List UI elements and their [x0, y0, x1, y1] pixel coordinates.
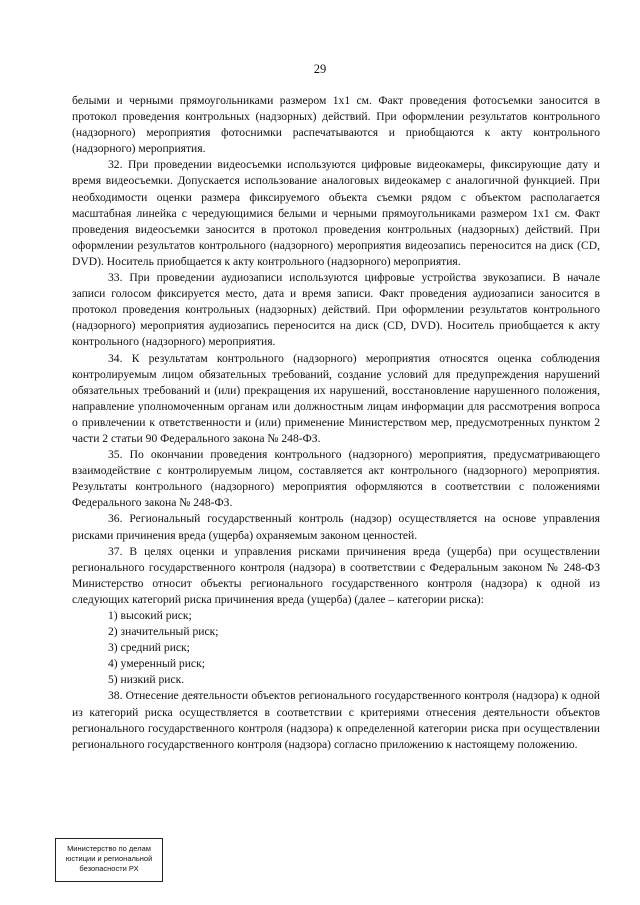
paragraph-36: 36. Региональный государственный контроль (надзор) осуществляется на основе управления рисками причинения вреда (ущерба) охраняемым законом ценностей. — [72, 512, 600, 542]
stamp-line-2: юстиции и региональной — [65, 854, 153, 863]
page-number: 29 — [313, 62, 327, 76]
stamp-line-3: безопасности РХ — [79, 864, 139, 873]
risk-list-item-high: 1) высокий риск; — [108, 609, 192, 622]
paragraph-35: 35. По окончании проведения контрольного (надзорного) мероприятия, предусматривающего взаимодействие с контролируемым лицом, составляется акт контрольного (надзорного) мероприятия. Результаты контрольного (надзорного) мероприятия оформляются в соответствии с положениями Федерального закона № 248-ФЗ. — [72, 448, 600, 510]
paragraph-33: 33. При проведении аудиозаписи используются цифровые устройства звукозаписи. В начале записи голосом фиксируется место, дата и время записи. Факт проведения аудиозаписи заносится в протокол проведения контрольных (надзорных) действий. При оформлении результатов контрольного (надзорного) мероприятия аудиозапись переносится на диск (CD, DVD). Носитель приобщается к акту контрольного (надзорного) мероприятия. — [72, 271, 600, 349]
paragraph-34: 34. К результатам контрольного (надзорного) мероприятия относятся оценка соблюдения контролируемым лицом обязательных требований, создание условий для предупреждения нарушений обязательных требований и (или) прекращения их нарушений, восстановление нарушенного положения, направление уполномоченным органам или должностным лицам информации для рассмотрения вопроса о привлечении к ответственности и (или) применение Министерством мер, предусмотренных пунктом 2 части 2 статьи 90 Федерального закона № 248-ФЗ. — [72, 351, 600, 445]
document-body — [72, 93, 600, 753]
risk-list-item-low: 5) низкий риск. — [108, 673, 185, 687]
paragraph-32: 32. При проведении видеосъемки используются цифровые видеокамеры, фиксирующие дату и время видеосъемки. Допускается использование аналоговых видеокамер с аналогичной функцией. При необходимости оценки размера фиксируемого объекта съемки рядом с объектом располагается масштабная линейка с чередующимися белыми и черными прямоугольниками размером 1x1 см. Факт проведения видеосъемки заносится в протокол проведения контрольных (надзорных) действий. При оформлении результатов контрольного (надзорного) мероприятия видеозапись переносится на диск (CD, DVD). Носитель приобщается к акту контрольного (надзорного) мероприятия. — [72, 158, 600, 268]
paragraph-37: 37. В целях оценки и управления рисками причинения вреда (ущерба) при осуществлении регионального государственного контроля (надзора) в соответствии с Федеральным законом № 248-ФЗ Министерство относит объекты регионального государственного контроля (надзора) к одной из следующих категорий риска причинения вреда (ущерба) (далее – категории риска): — [72, 544, 600, 606]
ministry-stamp — [55, 838, 163, 882]
risk-list-item-moderate: 4) умеренный риск; — [108, 657, 205, 671]
risk-list-item-medium: 3) средний риск; — [108, 641, 190, 655]
risk-list-item-significant: 2) значительный риск; — [108, 625, 219, 639]
paragraph-31-continuation: белыми и черными прямоугольниками размером 1x1 см. Факт проведения фотосъемки заносится в протокол проведения контрольных (надзорных) действий. При оформлении результатов контрольного (надзорного) мероприятия фотоснимки распечатываются и приобщаются к акту контрольного (надзорного) мероприятия. — [72, 94, 600, 156]
stamp-line-1: Министерство по делам — [67, 844, 151, 853]
paragraph-38: 38. Отнесение деятельности объектов регионального государственного контроля (надзора) к одной из категорий риска осуществляется в соответствии с критериями отнесения деятельности объектов регионального государственного контроля (надзора) к определенной категории риска при осуществлении регионального государственного контроля (надзора) согласно приложению к настоящему положению. — [72, 689, 600, 751]
